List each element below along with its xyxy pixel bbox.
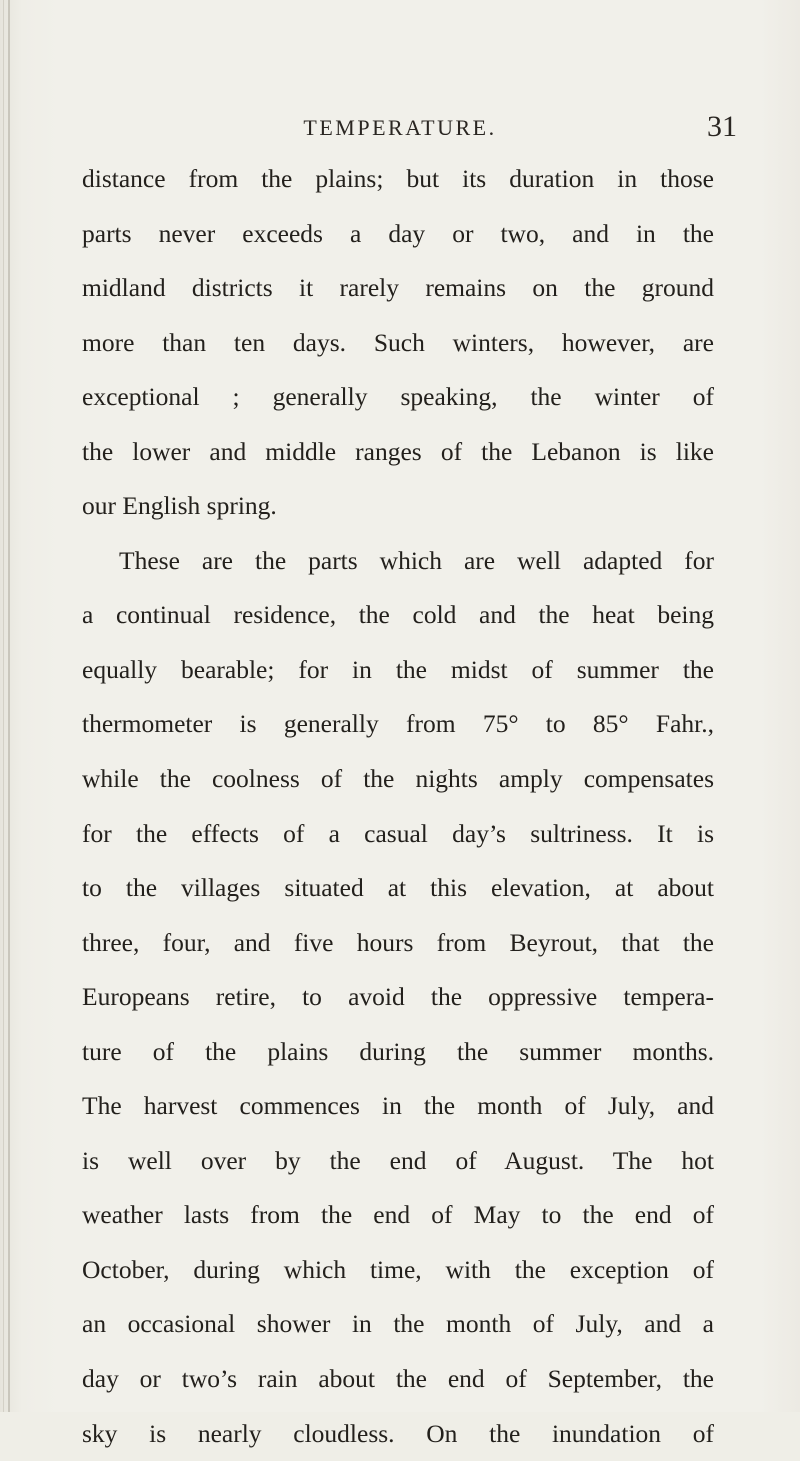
body-text <box>82 152 714 1461</box>
text-line: day or two’s rain about the end of September, the <box>82 1364 714 1394</box>
text-line: while the coolness of the nights amply compensates <box>82 764 714 794</box>
text-line: an occasional shower in the month of July, and a <box>82 1309 714 1339</box>
binding-edge <box>3 0 4 1412</box>
text-line: equally bearable; for in the midst of summer the <box>82 654 714 684</box>
text-line: more than ten days. Such winters, however, are <box>82 327 714 357</box>
text-line-paragraph-start: These are the parts which are well adapted for <box>119 545 714 575</box>
text-line: ture of the plains during the summer months. <box>82 1036 714 1066</box>
binding-shadow <box>8 0 10 1412</box>
text-line: October, during which time, with the exception of <box>82 1254 714 1284</box>
text-line: the lower and middle ranges of the Lebanon is like <box>82 436 714 466</box>
running-head <box>0 110 800 147</box>
text-line: sky is nearly cloudless. On the inundation of <box>82 1418 714 1448</box>
text-line: The harvest commences in the month of July, and <box>82 1091 714 1121</box>
text-line-paragraph-end: our English spring. <box>82 491 277 521</box>
text-line: weather lasts from the end of May to the end of <box>82 1200 714 1230</box>
text-line: parts never exceeds a day or two, and in the <box>82 218 714 248</box>
text-line: to the villages situated at this elevation, at about <box>82 873 714 903</box>
running-title: TEMPERATURE. <box>303 115 497 140</box>
text-line: Europeans retire, to avoid the oppressive tempera- <box>82 982 714 1012</box>
text-line: for the effects of a casual day’s sultriness. It is <box>82 818 714 848</box>
text-line: a continual residence, the cold and the heat being <box>82 600 714 630</box>
text-line: distance from the plains; but its duration in those <box>82 164 714 193</box>
text-line: is well over by the end of August. The hot <box>82 1145 714 1175</box>
text-line: three, four, and five hours from Beyrout, that the <box>82 927 714 957</box>
text-line: thermometer is generally from 75° to 85° Fahr., <box>82 709 714 739</box>
page-number: 31 <box>707 110 737 143</box>
text-line: midland districts it rarely remains on the ground <box>82 273 714 303</box>
text-line: exceptional ; generally speaking, the winter of <box>82 382 714 412</box>
